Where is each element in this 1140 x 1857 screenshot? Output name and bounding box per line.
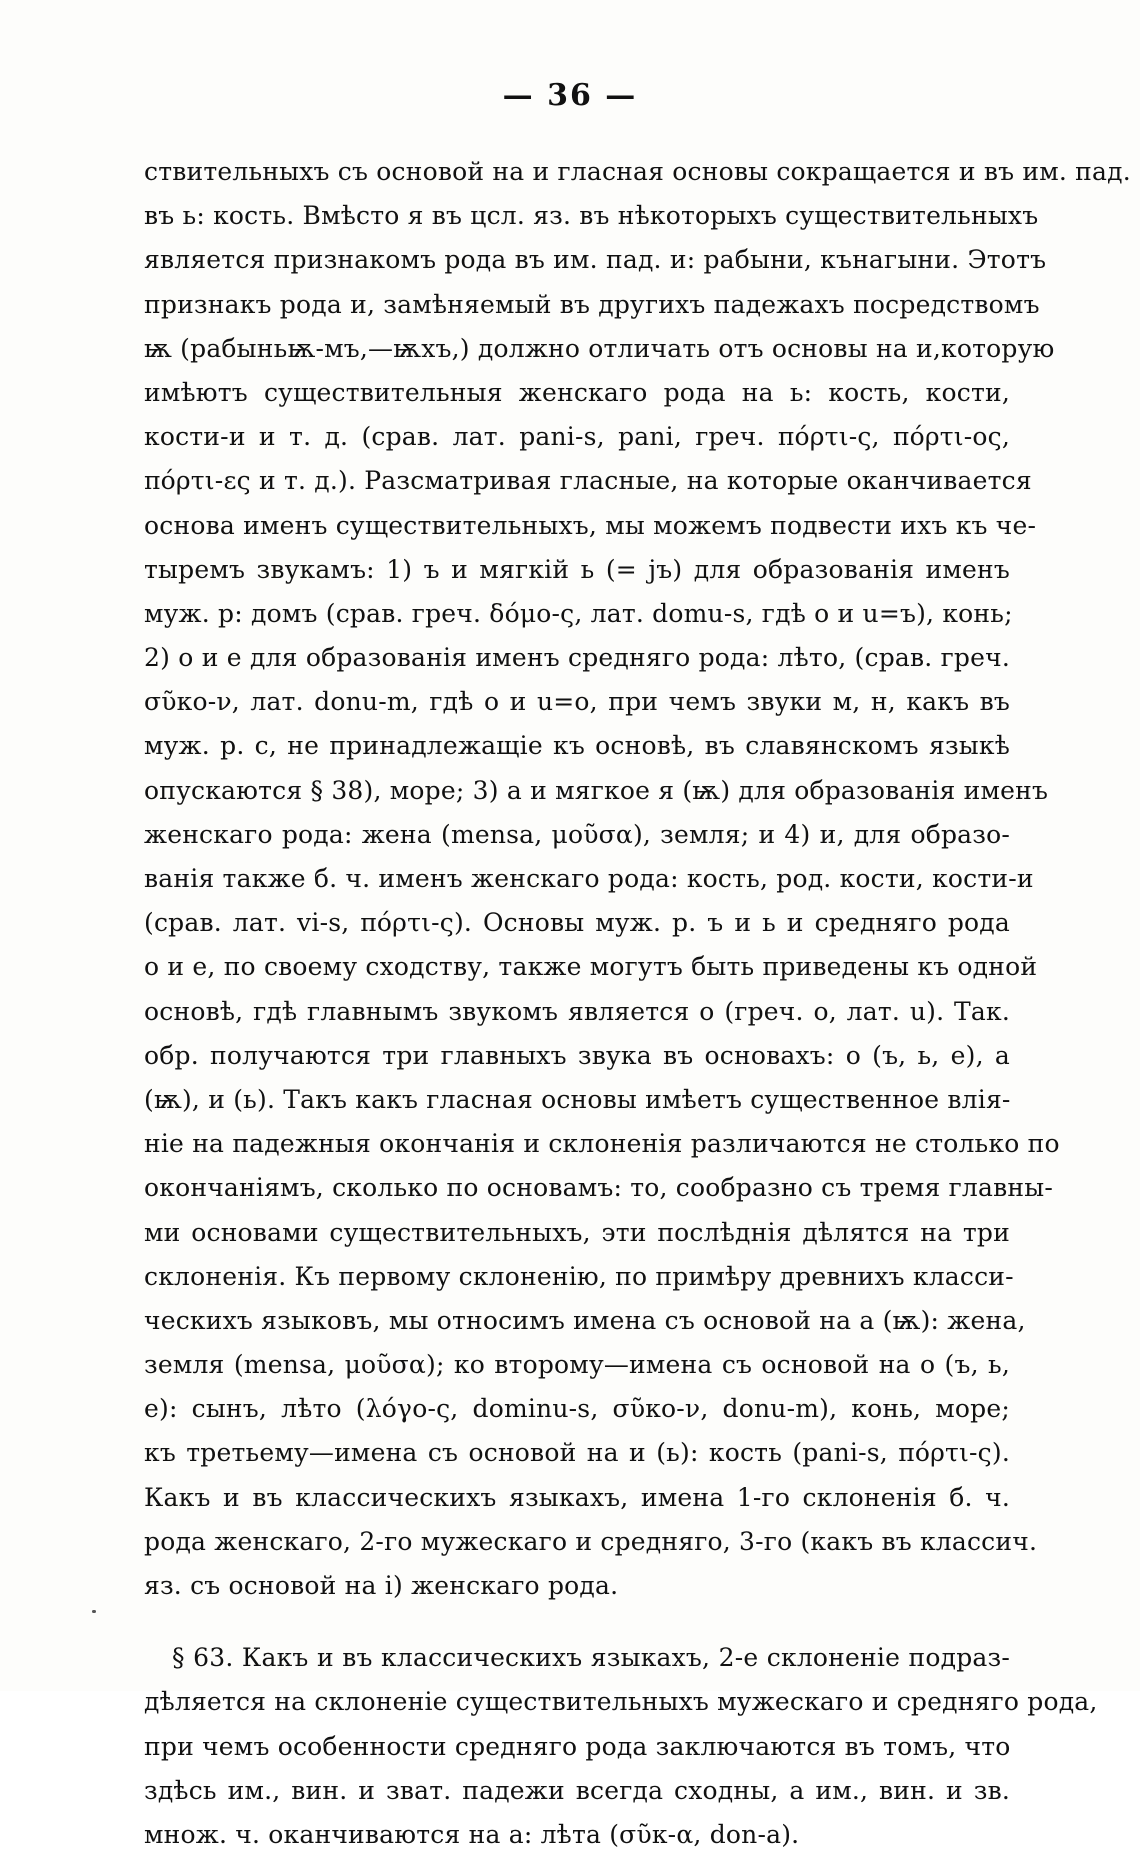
text-line: ніе на падежныя окончанія и склоненія различаются не столько по — [144, 1129, 1060, 1159]
text-line: въ ь: кость. Вмѣсто я въ цсл. яз. въ нѣкоторыхъ существительныхъ — [144, 201, 1039, 231]
text-line: (срав. лат. vi-s, πόρτι-ς). Основы муж. р. ъ и ь и средняго рода — [144, 908, 1010, 938]
text-line: Какъ и въ классическихъ языкахъ, имена 1-го склоненія б. ч. — [144, 1482, 1010, 1512]
text-line: при чемъ особенности средняго рода заключаются въ томъ, что — [144, 1731, 1011, 1761]
text-line: основа именъ существительныхъ, мы можемъ подвести ихъ къ че- — [144, 510, 1037, 540]
text-line: ствительныхъ съ основой на и гласная основы сокращается и въ им. пад. — [144, 157, 1131, 186]
text-line: муж. р. с, не принадлежащіе къ основѣ, въ славянскомъ языкѣ — [144, 731, 1010, 761]
text-line: земля (mensa, μοῦσα); ко второму—имена съ основой на о (ъ, ь, — [144, 1350, 1010, 1380]
text-line: 2) о и е для образованія именъ средняго рода: лѣто, (срав. греч. — [144, 643, 1010, 673]
text-line: окончаніямъ, сколько по основамъ: то, сообразно съ тремя главны- — [144, 1173, 1053, 1203]
section-heading-line: § 63. Какъ и въ классическихъ языкахъ, 2-е склоненіе подраз- — [172, 1643, 1010, 1673]
paragraph-gap — [144, 1608, 1010, 1636]
text-line: πόρτι-ες и т. д.). Разсматривая гласные, на которые оканчивается — [144, 466, 1032, 496]
body-text — [144, 150, 1131, 1857]
paragraph-2 — [144, 1636, 1098, 1857]
text-line: яз. съ основой на і) женскаго рода. — [144, 1571, 619, 1600]
text-line: ванія также б. ч. именъ женскаго рода: кость, род. кости, кости-и — [144, 864, 1034, 893]
text-line: склоненія. Къ первому склоненію, по примѣру древнихъ класси- — [144, 1261, 1014, 1291]
text-line: ческихъ языковъ, мы относимъ имена съ основой на а (ѭ): жена, — [144, 1305, 1026, 1335]
text-line: основѣ, гдѣ главнымъ звукомъ является о (греч. о, лат. u). Так. — [144, 996, 1010, 1026]
text-line: здѣсь им., вин. и зват. падежи всегда сходны, а им., вин. и зв. — [144, 1775, 1010, 1805]
text-line: является признакомъ рода въ им. пад. и: рабыни, кънагыни. Этотъ — [144, 245, 1047, 275]
text-line: опускаются § 38), море; 3) а и мягкое я (ѭ) для образованія именъ — [144, 775, 1049, 805]
text-line: σῦκο-ν, лат. donu-m, гдѣ о и u=о, при чемъ звуки м, н, какъ въ — [144, 687, 1010, 717]
text-line: (ѭ), и (ь). Такъ какъ гласная основы имѣетъ существенное влія- — [144, 1084, 1011, 1114]
text-line: признакъ рода и, замѣняемый въ другихъ падежахъ посредствомъ — [144, 289, 1040, 319]
text-line: кости-и и т. д. (срав. лат. pani-s, pani, греч. πόρτι-ς, πόρτι-ος, — [144, 422, 1010, 452]
text-line: е): сынъ, лѣто (λόγο-ς, dominu-s, σῦκο-ν, donu-m), конь, море; — [144, 1394, 1010, 1424]
text-line: рода женскаго, 2-го мужескаго и средняго, 3-го (какъ въ классич. — [144, 1526, 1038, 1556]
text-line: тыремъ звукамъ: 1) ъ и мягкій ь (= jъ) для образованія именъ — [144, 554, 1010, 584]
text-line: обр. получаются три главныхъ звука въ основахъ: о (ъ, ь, е), а — [144, 1040, 1010, 1070]
text-line: муж. р: домъ (срав. греч. δόμο-ς, лат. domu-s, гдѣ о и u=ъ), конь; — [144, 598, 1013, 628]
text-line: ми основами существительныхъ, эти послѣднія дѣлятся на три — [144, 1217, 1010, 1247]
text-line: множ. ч. оканчиваются на а: лѣта (σῦκ-α, don-a). — [144, 1819, 800, 1849]
text-line: женскаго рода: жена (mensa, μοῦσα), земля; и 4) и, для образо- — [144, 819, 1010, 849]
page-number: — 36 — — [502, 78, 638, 113]
text-line: ѭ (рабыньѭ-мъ,—ѭхъ,) должно отличать отъ основы на и,которую — [144, 333, 1055, 363]
paper-speck — [92, 1610, 96, 1613]
text-line: дѣляется на склоненіе существительныхъ мужескаго и средняго рода, — [144, 1687, 1098, 1717]
paragraph-1 — [144, 150, 1131, 1608]
text-line: къ третьему—имена съ основой на и (ь): кость (pani-s, πόρτι-ς). — [144, 1438, 1010, 1468]
text-line: о и е, по своему сходству, также могутъ быть приведены къ одной — [144, 952, 1038, 982]
text-line: имѣютъ существительныя женскаго рода на ь: кость, кости, — [144, 377, 1010, 407]
